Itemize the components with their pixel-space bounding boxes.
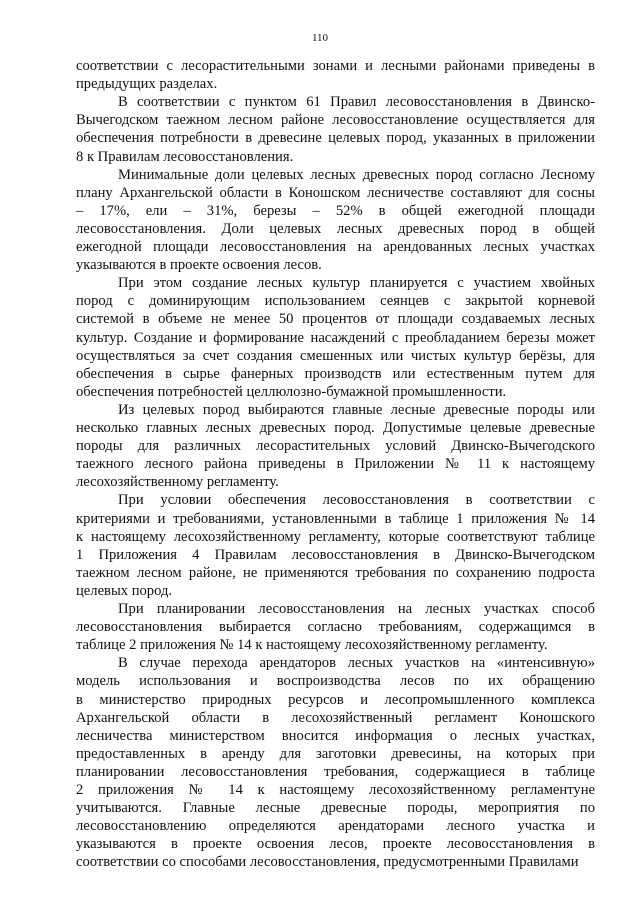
text-line: соответствии со способами лесовосстановления, предусмотренными Правилами <box>76 854 579 871</box>
text-line: 2 приложения № 14 к настоящему лесохозяйственному регламентуне <box>76 782 595 798</box>
text-line: В случае перехода арендаторов лесных участков на «интенсивную» <box>118 655 595 672</box>
text-line: обеспечения потребностей целлюлозно-бумажной промышленности. <box>76 383 507 400</box>
text-line: в министерство природных ресурсов и лесопромышленного комплекса <box>76 691 595 708</box>
text-line: лесовосстановления. Доли целевых лесных древесных пород в общей <box>76 220 595 237</box>
text-line: 1 Приложения 4 Правилам лесовосстановления в Двинско-Вычегодском <box>76 546 595 563</box>
text-line: модель использования и воспроизводства лесов по их обращению <box>76 673 595 690</box>
text-line: к настоящему лесохозяйственному регламенту, которые соответствуют таблице <box>76 528 595 545</box>
text-line: таежного лесного района приведены в Приложении № 11 к настоящему <box>76 456 595 473</box>
text-line: указываются в проекте освоения лесов. <box>76 257 322 274</box>
text-line: соответствии с лесорастительными зонами и лесными районами приведены в <box>76 58 595 74</box>
text-line: При планировании лесовосстановления на лесных участках способ <box>118 601 595 617</box>
text-line: предоставленных в аренду для заготовки древесины, на которых при <box>76 745 595 762</box>
text-line: Минимальные доли целевых лесных древесных пород согласно Лесному <box>118 166 595 183</box>
text-line: культур. Создание и формирование насаждений с преобладанием березы может <box>76 329 595 346</box>
text-line: таблице 2 приложения № 14 к настоящему лесохозяйственному регламенту. <box>76 637 548 654</box>
text-line: обеспечения в сырье фанерных производств или естественным путем для <box>76 365 595 382</box>
text-line: обеспечения потребности в древесине целевых пород, указанных в приложении <box>76 130 595 147</box>
text-line: учитываются. Главные лесные древесные породы, мероприятия по <box>76 800 595 817</box>
text-line: При этом создание лесных культур планируется с участием хвойных <box>118 275 595 292</box>
text-line: целевых пород. <box>76 582 173 599</box>
text-line: лесохозяйственному регламенту. <box>76 474 279 491</box>
text-line: Архангельской области в лесохозяйственный регламент Коношского <box>76 709 595 726</box>
text-line: планировании лесовосстановления требования, содержащиеся в таблице <box>76 763 595 780</box>
text-line: указываются в проекте освоения лесов, проекте лесовосстановления в <box>76 836 595 853</box>
text-line: лесничества министерством вносится информация о лесных участках, <box>76 727 595 744</box>
text-line: предыдущих разделах. <box>76 76 218 93</box>
text-line: осуществляться за счет создания смешенных или чистых культур берёзы, для <box>76 347 595 364</box>
text-line: Вычегодском таежном лесном районе лесовосстановление осуществляется для <box>76 112 595 129</box>
text-line: В соответствии с пунктом 61 Правил лесовосстановления в Двинско- <box>118 94 595 111</box>
text-line: При условии обеспечения лесовосстановления в соответствии с <box>118 492 595 509</box>
text-line: критериями и требованиями, установленными в таблице 1 приложения № 14 <box>76 510 595 527</box>
text-line: лесовосстановлению определяются арендаторами лесного участка и <box>76 818 595 835</box>
text-line: системой в объеме не менее 50 процентов от площади создаваемых лесных <box>76 311 595 328</box>
text-line: лесовосстановления выбирается согласно требованиям, содержащимся в <box>76 619 595 636</box>
text-line: плану Архангельской области в Коношском лесничестве составляют для сосны <box>76 184 595 201</box>
text-line: – 17%, ели – 31%, березы – 52% в общей ежегодной площади <box>76 202 595 219</box>
text-line: таежном лесном районе, не применяются требования по сохранению подроста <box>76 564 595 581</box>
page-number: 110 <box>311 32 329 44</box>
text-line: породы для различных лесорастительных условий Двинско-Вычегодского <box>76 438 595 455</box>
text-line: несколько главных лесных древесных пород. Допустимые целевые древесные <box>76 420 595 436</box>
text-line: пород с доминирующим использованием сеянцев с закрытой корневой <box>76 293 595 310</box>
text-line: Из целевых пород выбираются главные лесные древесные породы или <box>118 401 595 418</box>
text-line: ежегодной площади лесовосстановления на арендованных лесных участках <box>76 239 595 255</box>
text-line: 8 к Правилам лесовосстановления. <box>76 148 294 165</box>
